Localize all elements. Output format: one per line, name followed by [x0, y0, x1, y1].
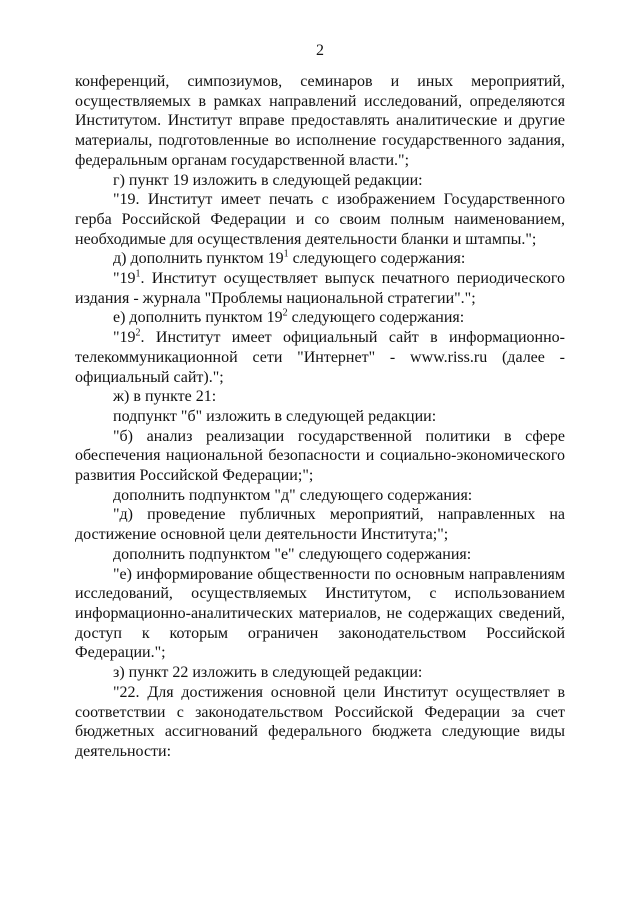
paragraph-subpoint-b-intro: подпункт "б" изложить в следующей редакции:	[113, 407, 437, 425]
paragraph-item-e	[75, 308, 565, 328]
superscript: 1	[135, 268, 141, 280]
paragraph-subpoint-b: "б) анализ реализации государственной политики в сфере обеспечения национальной безопасности и социально-экономического развития Российской Федерации;";	[75, 427, 565, 485]
text-fragment: следующего содержания:	[288, 250, 466, 268]
superscript: 1	[283, 249, 289, 260]
page-number: 2	[316, 42, 324, 59]
text-fragment: д) дополнить пунктом 19	[113, 250, 284, 268]
paragraph-item-z: з) пункт 22 изложить в следующей редакции:	[113, 664, 423, 682]
text-fragment: "19	[113, 270, 136, 288]
text-fragment: . Институт имеет официальный сайт в информационно-телекоммуникационной сети "Интернет" - www.riss.ru (далее - официальный сайт).";	[75, 329, 565, 386]
text-fragment: е) дополнить пунктом 19	[113, 309, 283, 327]
paragraph-point-19-2	[75, 328, 565, 387]
paragraph-subpoint-e: "е) информирование общественности по основным направлениям исследований, осуществляемых Институтом, с использованием информационно-аналитических материалов, не содержащих сведений, доступ к которым ограничен законодательством Российской Федерации.";	[75, 565, 565, 662]
paragraph-subpoint-e-intro: дополнить подпунктом "е" следующего содержания:	[113, 545, 472, 563]
superscript: 2	[135, 327, 141, 339]
paragraph-point-19: "19. Институт имеет печать с изображением Государственного герба Российской Федерации и со своим полным наименованием, необходимые для осуществления деятельности бланки и штампы.";	[75, 191, 565, 248]
paragraph-point-22: "22. Для достижения основной цели Институт осуществляет в соответствии с законодательством Российской Федерации за счет бюджетных ассигнований федерального бюджета следующие виды деятельности:	[75, 683, 565, 760]
paragraph-item-d	[75, 249, 565, 269]
paragraph-conferences: конференций, симпозиумов, семинаров и иных мероприятий, осуществляемых в рамках направлений исследований, определяются Институтом. Институт вправе предоставлять аналитические и другие материалы, подготовленные во исполнение государственного задания, федеральным органам государственной власти.";	[75, 73, 565, 169]
text-fragment: "19	[113, 329, 136, 347]
text-fragment: следующего содержания:	[287, 309, 465, 327]
superscript: 2	[282, 308, 288, 320]
paragraph-item-zh: ж) в пункте 21:	[113, 388, 217, 406]
paragraph-subpoint-d-intro: дополнить подпунктом "д" следующего содержания:	[113, 486, 473, 504]
paragraph-subpoint-d: "д) проведение публичных мероприятий, направленных на достижение основной цели деятельности Института;";	[75, 506, 565, 544]
paragraph-item-g: г) пункт 19 изложить в следующей редакции:	[113, 171, 423, 189]
paragraph-point-19-1	[75, 269, 565, 308]
text-fragment: . Институт осуществляет выпуск печатного периодического издания - журнала "Проблемы национальной стратегии".";	[75, 270, 565, 307]
document-body	[75, 72, 565, 762]
